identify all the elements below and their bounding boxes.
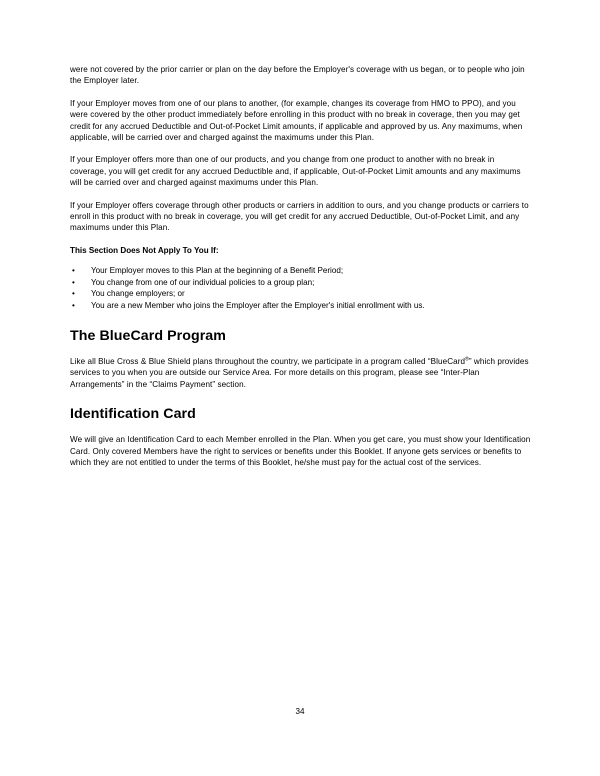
heading-identification-card: Identification Card [70,406,196,423]
list-item-label: You are a new Member who joins the Employer after the Employer's initial enrollment with us. [91,300,425,310]
bluecard-text-before: Like all Blue Cross & Blue Shield plans throughout the country, we participate in a program called “BlueCard [70,356,466,366]
paragraph-identification-card-description: We will give an Identification Card to each Member enrolled in the Plan. When you get care, you must show your Identification Card. Only covered Members have the right to services or benefits under this Booklet. If anyone gets services or benefits to which they are not entitled to under the terms of this Booklet, he/she must pay for the actual cost of the services. [70,435,531,467]
list-item-label: Your Employer moves to this Plan at the beginning of a Benefit Period; [91,266,344,276]
list-item [72,300,531,311]
bullet-icon: • [72,300,75,310]
paragraph-other-products-or-carriers: If your Employer offers coverage through other products or carriers in addition to ours, and you change products or carriers to enroll in this product with no break in coverage, you will get credit for any accrued Deductible, Out-of-Pocket Limit, and any maximums under this Plan. [70,200,529,233]
heading-bluecard-program: The BlueCard Program [70,327,226,344]
paragraph-bluecard-description [70,356,531,390]
list-item [72,288,531,299]
bullet-icon: • [72,266,75,276]
exceptions-list [70,265,531,311]
list-item-label: You change employers; or [91,289,185,299]
page-number: 34 [295,707,305,716]
bluecard-text-after: ” which provides services to you when you are outside our Service Area. For more details on this program, please see “Inter-Plan Arrangements” in the “Claims Payment” section. [70,356,529,389]
registered-trademark-icon: ® [465,356,469,363]
list-item [72,277,531,288]
bullet-icon: • [72,277,75,287]
list-item-label: You change from one of our individual policies to a group plan; [91,277,315,287]
paragraph-prior-carrier: were not covered by the prior carrier or plan on the day before the Employer's coverage with us began, or to people who join the Employer later. [70,65,525,86]
paragraph-more-than-one-product: If your Employer offers more than one of our products, and you change from one product to another with no break in coverage, you will get credit for any accrued Deductible and, if applicable, Out-of-Pocket Limit amounts and any maximums will be carried over and charged against maximums under this Plan. [70,155,521,188]
lead-in-does-not-apply: This Section Does Not Apply To You If: [70,245,219,255]
page-content [70,64,531,468]
paragraph-employer-moves-plans: If your Employer moves from one of our plans to another, (for example, changes its coverage from HMO to PPO), and you were covered by the other product immediately before enrolling in this product with no break in coverage, then you may get credit for any accrued Deductible and Out-of-Pocket Limit amounts, if applicable and approved by us. Any maximums, when applicable, will be carried over and charged against the maximums under this Plan. [70,98,523,143]
list-item [72,265,531,276]
bullet-icon: • [72,289,75,299]
